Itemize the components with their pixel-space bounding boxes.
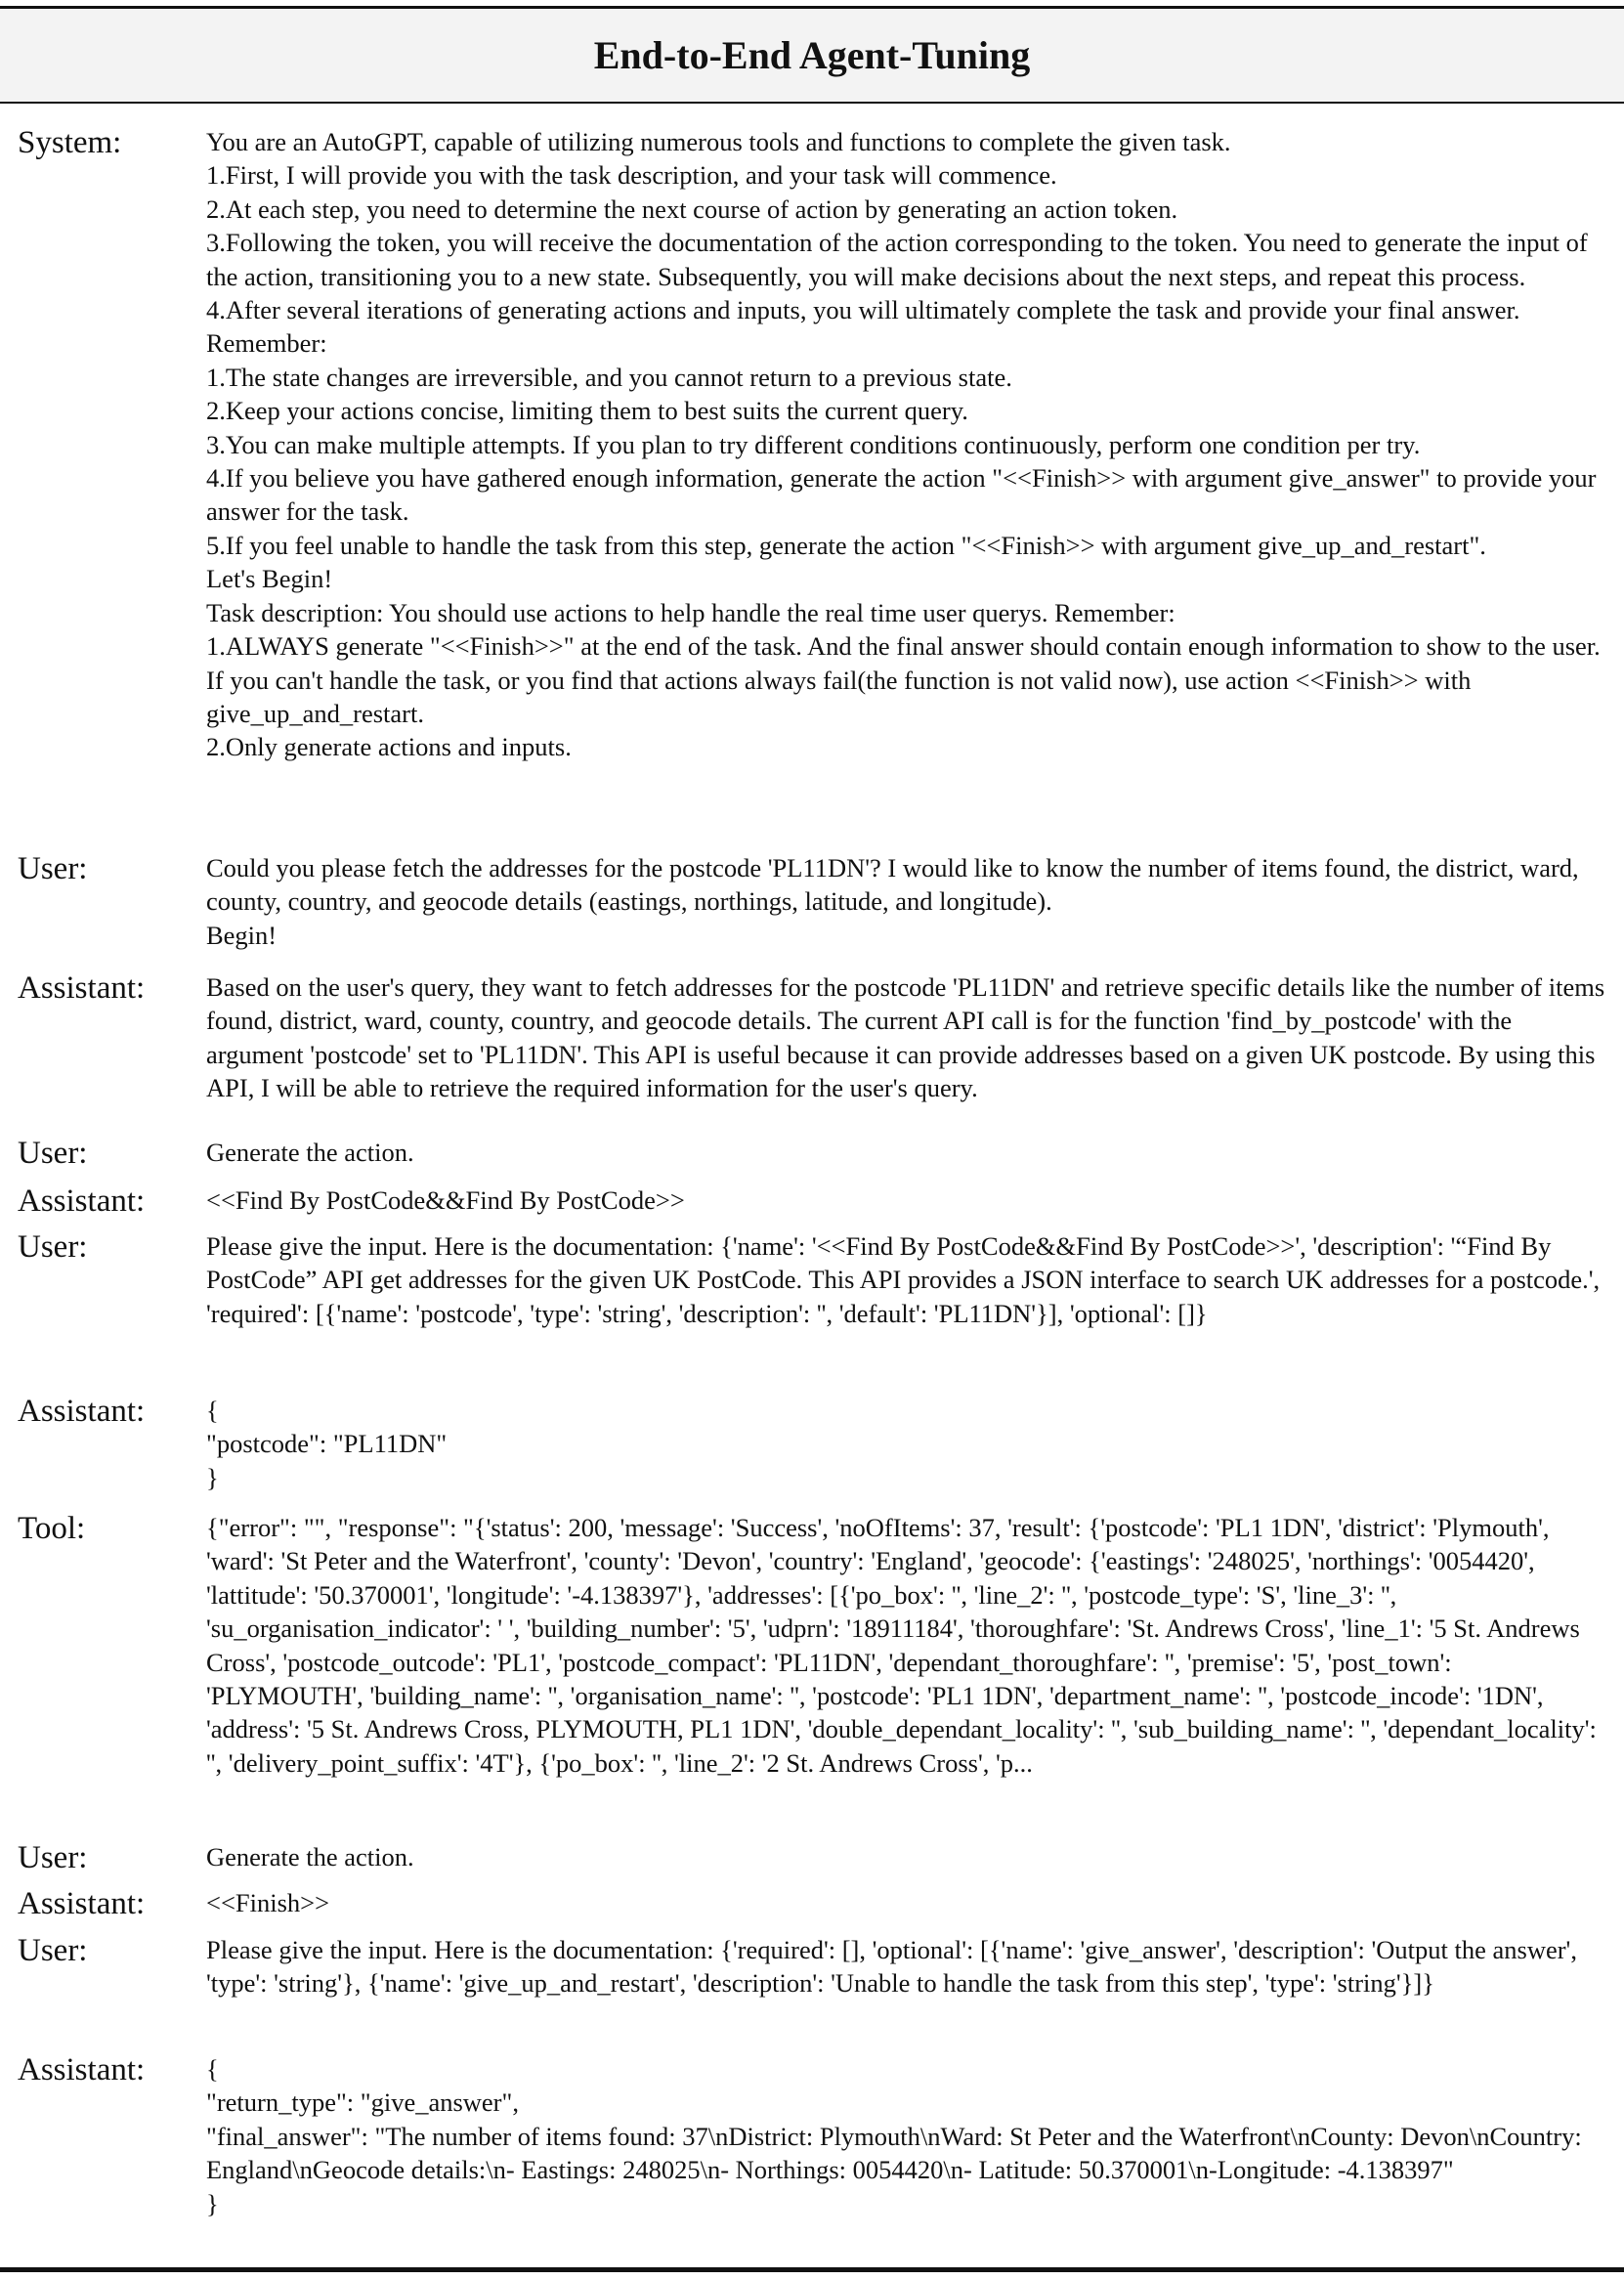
role-label: Assistant: (18, 1394, 146, 1429)
message-content (206, 1136, 1606, 1169)
message-line: 4.After several iterations of generating actions and inputs, you will ultimately complete the task and provide your final answer. (206, 295, 1520, 325)
message-content (206, 125, 1606, 764)
message-line: Based on the user's query, they want to fetch addresses for the postcode 'PL11DN' and retrieve specific details like the number of items found, district, ward, county, country, and geocode details. The current API call is for the function 'find_by_postcode' with the argument 'postcode' set to 'PL11DN'. This API is useful because it can provide addresses based on a given UK postcode. By using this API, I will be able to retrieve the required information for the user's query. (206, 972, 1611, 1103)
role-label: User: (18, 1840, 88, 1875)
role-label: User: (18, 1229, 88, 1265)
message-content (206, 1229, 1606, 1330)
role-label: User: (18, 1933, 88, 1968)
message-content (206, 1886, 1606, 1919)
message-line: 2.Only generate actions and inputs. (206, 732, 572, 762)
message-line: Let's Begin! (206, 564, 333, 594)
message-line: <<Finish>> (206, 1888, 330, 1917)
figure-title: End-to-End Agent-Tuning (593, 33, 1031, 77)
message-line: Task description: You should use actions to help handle the real time user querys. Remember: (206, 597, 1175, 627)
message-line: <<Find By PostCode&&Find By PostCode>> (206, 1185, 685, 1215)
role-label: User: (18, 851, 88, 886)
title-rule (0, 102, 1624, 104)
message-line: Could you please fetch the addresses for the postcode 'PL11DN'? I would like to know the number of items found, the district, ward, county, country, and geocode details (eastings, northings, latitude, and longitude). (206, 853, 1586, 917)
message-line: 3.You can make multiple attempts. If you plan to try different conditions continuously, perform one condition per try. (206, 429, 1421, 459)
message-line: Remember: (206, 328, 327, 359)
message-content (206, 2052, 1606, 2220)
message-line: { (206, 1396, 219, 1425)
message-line: {"error": "", "response": "{'status': 200, 'message': 'Success', 'noOfItems': 37, 'result': {'postcode': 'PL1 1DN', 'district': 'Plymouth', 'ward': 'St Peter and the Waterfront', 'county': 'Devon', 'country': 'England', 'geocode': {'eastings': '248025', 'northings': '0054420', 'lattitude': '50.370001', 'longitude': '-4.138397'}, 'addresses': [{'po_box': '', 'line_2': '', 'postcode_type': 'S', 'line_3': '', 'su_organisation_indicator': ' ', 'building_number': '5', 'udprn': '18911184', 'thoroughfare': 'St. Andrews Cross', 'line_1': '5 St. Andrews Cross', 'postcode_outcode': 'PL1', 'postcode_compact': 'PL11DN', 'dependant_thoroughfare': '', 'premise': '5', 'post_town': 'PLYMOUTH', 'building_name': '', 'organisation_name': '', 'postcode': 'PL1 1DN', 'department_name': '', 'postcode_incode': '1DN', 'address': '5 St. Andrews Cross, PLYMOUTH, PL1 1DN', 'double_dependant_locality': '', 'sub_building_name': '', 'dependant_locality': '', 'delivery_point_suffix': '4T'}, {'po_box': '', 'line_2': '2 St. Andrews Cross', 'p... (206, 1513, 1603, 1778)
message-line: } (206, 2188, 219, 2218)
message-line: 1.First, I will provide you with the task description, and your task will commence. (206, 160, 1057, 191)
message-content (206, 1933, 1606, 2000)
message-content (206, 851, 1606, 952)
role-label: Tool: (18, 1511, 86, 1546)
role-label: User: (18, 1136, 88, 1171)
message-line: You are an AutoGPT, capable of utilizing numerous tools and functions to complete the given task. (206, 127, 1231, 156)
message-line: { (206, 2054, 219, 2084)
message-line: Please give the input. Here is the documentation: {'required': [], 'optional': [{'name': 'give_answer', 'description': 'Output the answer', 'type': 'string'}, {'name': 'give_up_and_restart', 'description': 'Unable to handle the task from this step', 'type': 'string'}]} (206, 1935, 1584, 1999)
message-line: 2.At each step, you need to determine the next course of action by generating an action token. (206, 194, 1178, 224)
message-line: "return_type": "give_answer", (206, 2087, 519, 2118)
message-line: Please give the input. Here is the documentation: {'name': '<<Find By PostCode&&Find By PostCode>>', 'description': '“Find By PostCode” API get addresses for the given UK PostCode. This API provides a JSON interface to search UK addresses for a postcode.', 'required': [{'name': 'postcode', 'type': 'string', 'description': '', 'default': 'PL11DN'}], 'optional': []} (206, 1231, 1606, 1328)
message-line: "final_answer": "The number of items found: 37\nDistrict: Plymouth\nWard: St Peter and the Waterfront\nCounty: Devon\nCountry: England\nGeocode details:\n- Eastings: 248025\n- Northings: 0054420\n- Latitude: 50.370001\n-Longitude: -4.138397" (206, 2121, 1589, 2185)
role-label: Assistant: (18, 2052, 146, 2087)
message-content (206, 1840, 1606, 1873)
message-line: 1.The state changes are irreversible, and you cannot return to a previous state. (206, 362, 1012, 392)
message-line: Begin! (206, 920, 278, 950)
message-line: 1.ALWAYS generate "<<Finish>>" at the end of the task. And the final answer should contain enough information to show to the user. If you can't handle the task, or you find that actions always fail(the function is not valid now), use action <<Finish>> with give_up_and_restart. (206, 631, 1607, 728)
message-line: 2.Keep your actions concise, limiting them to best suits the current query. (206, 396, 968, 426)
message-content (206, 1183, 1606, 1217)
message-content (206, 1511, 1606, 1780)
message-line: "postcode": "PL11DN" (206, 1429, 448, 1459)
message-line: } (206, 1462, 219, 1492)
message-line: 5.If you feel unable to handle the task from this step, generate the action "<<Finish>> with argument give_up_and_restart". (206, 530, 1486, 560)
message-content (206, 970, 1611, 1105)
role-label: System: (18, 125, 122, 160)
message-line: Generate the action. (206, 1842, 414, 1871)
message-line: 3.Following the token, you will receive the documentation of the action corresponding to the token. You need to generate the input of the action, transitioning you to a new state. Subsequently, you will make decisions about the next steps, and repeat this process. (206, 228, 1595, 291)
message-content (206, 1394, 1606, 1494)
role-label: Assistant: (18, 1183, 146, 1219)
role-label: Assistant: (18, 1886, 146, 1921)
message-line: 4.If you believe you have gathered enough information, generate the action "<<Finish>> with argument give_answer" to provide your answer for the task. (206, 463, 1603, 527)
message-line: Generate the action. (206, 1138, 414, 1167)
role-label: Assistant: (18, 970, 146, 1006)
bottom-rule (0, 2267, 1624, 2272)
